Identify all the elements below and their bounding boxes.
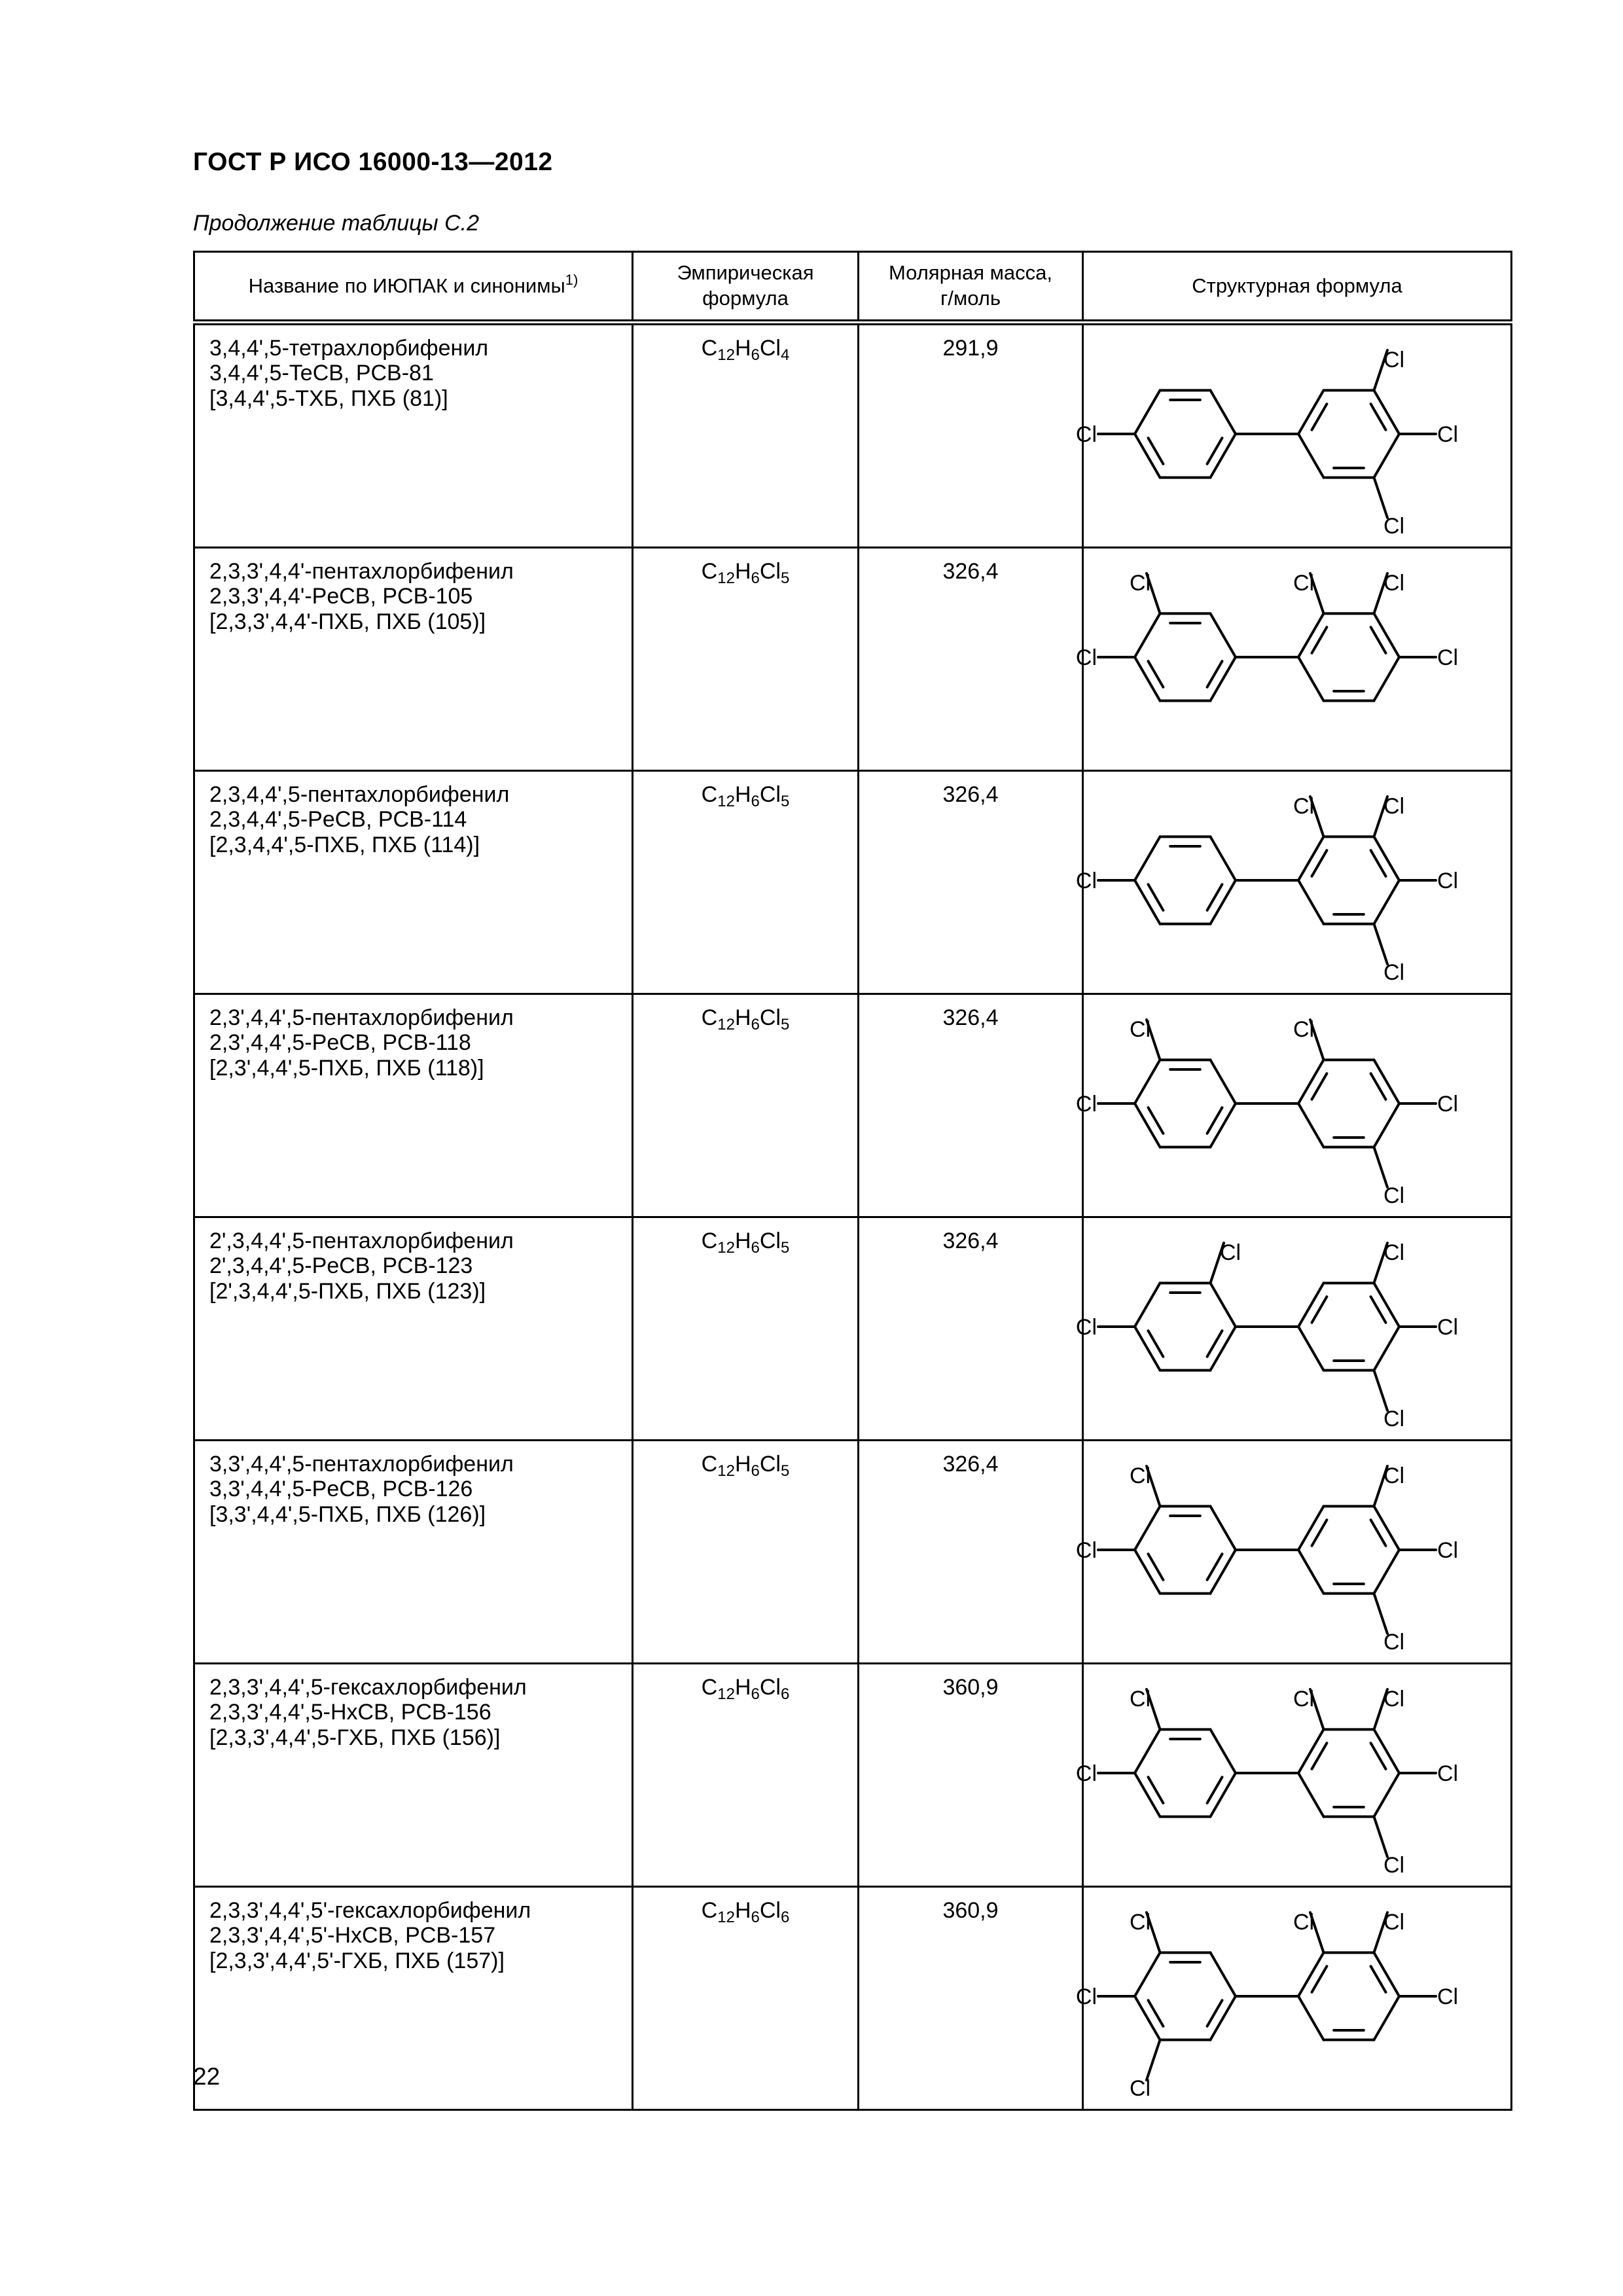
- chlorine-label: Cl: [1075, 645, 1097, 670]
- structure-drawing: [1075, 1441, 1512, 1655]
- chlorine-label: Cl: [1437, 1538, 1459, 1563]
- structure-drawing: [1075, 325, 1512, 539]
- formula-cl: Cl: [759, 559, 781, 584]
- empirical-formula: [633, 1217, 859, 1441]
- left-ring-bond: [1135, 836, 1160, 880]
- formula-h: H: [734, 1452, 751, 1477]
- russian-name: [2,3,4,4',5-ПХБ, ПХБ (114)]: [209, 832, 480, 857]
- formula-c: C: [701, 1898, 718, 1923]
- column-header-structure: Структурная формула: [1083, 252, 1512, 323]
- formula-c: C: [701, 336, 718, 361]
- chlorine-label: Cl: [1293, 571, 1315, 596]
- right-ring-bond: [1374, 390, 1400, 434]
- right-ring-bond: [1374, 1327, 1400, 1371]
- right-ring-bond: [1298, 1952, 1324, 1996]
- formula-h: H: [734, 1229, 751, 1253]
- left-ring-bond: [1135, 1327, 1160, 1371]
- right-ring-bond: [1374, 434, 1400, 478]
- synonym-name: 3,4,4',5-TeCB, PCB-81: [209, 361, 434, 386]
- table-row: [194, 1664, 1512, 1887]
- table-row: [194, 994, 1512, 1217]
- name-cell: [194, 1664, 633, 1887]
- synonym-name: 2,3',4,4',5-PeCB, PCB-118: [209, 1030, 471, 1056]
- russian-name: [2,3',4,4',5-ПХБ, ПХБ (118)]: [209, 1055, 484, 1081]
- right-ring-bond: [1374, 1550, 1400, 1594]
- structure-drawing: [1075, 1664, 1512, 1878]
- chlorine-label: Cl: [1383, 1407, 1405, 1431]
- chlorine-label: Cl: [1219, 1240, 1241, 1265]
- right-ring-bond: [1374, 1729, 1400, 1773]
- chlorine-label: Cl: [1383, 1910, 1405, 1935]
- formula-cl-count: 5: [780, 569, 790, 587]
- synonym-name: 2,3,3',4,4',5'-HxCB, PCB-157: [209, 1923, 496, 1948]
- chlorine-label: Cl: [1383, 1463, 1405, 1488]
- right-ring-bond: [1374, 1506, 1400, 1550]
- chlorine-bond: [1374, 1147, 1388, 1187]
- chlorine-bond: [1147, 2040, 1160, 2080]
- structure-drawing: [1075, 995, 1512, 1208]
- right-ring-bond: [1374, 657, 1400, 701]
- formula-c-count: 12: [717, 1016, 735, 1033]
- formula-c-count: 12: [717, 1239, 735, 1257]
- synonym-name: 2,3,3',4,4'-PeCB, PCB-105: [209, 584, 473, 609]
- table-row: [194, 1217, 1512, 1441]
- iupac-name: 2,3,3',4,4',5'-гексахлорбифенил: [209, 1898, 531, 1923]
- synonym-name: 2',3,4,4',5-PeCB, PCB-123: [209, 1253, 473, 1279]
- right-ring-bond: [1298, 1729, 1324, 1773]
- structure-drawing: [1075, 548, 1512, 759]
- formula-c: C: [701, 782, 718, 807]
- formula-cl-count: 5: [780, 1239, 790, 1257]
- chlorine-bond: [1374, 478, 1388, 518]
- chlorine-label: Cl: [1383, 514, 1405, 539]
- left-ring-bond: [1135, 1952, 1160, 1996]
- right-ring-bond: [1298, 1060, 1324, 1103]
- formula-cl-count: 5: [780, 793, 790, 810]
- structural-formula: [1075, 994, 1512, 1217]
- right-ring-bond: [1298, 657, 1324, 701]
- chlorine-label: Cl: [1129, 1463, 1151, 1488]
- right-ring-bond: [1374, 1996, 1400, 2040]
- chlorine-label: Cl: [1437, 1092, 1459, 1117]
- left-ring-bond: [1211, 1283, 1236, 1327]
- chlorine-label: Cl: [1383, 1183, 1405, 1208]
- formula-h: H: [734, 336, 751, 361]
- chlorine-label: Cl: [1129, 571, 1151, 596]
- formula-c-count: 12: [717, 569, 735, 587]
- table-caption: Продолжение таблицы С.2: [193, 211, 479, 236]
- formula-h-count: 6: [751, 1685, 760, 1703]
- right-ring-bond: [1298, 1327, 1324, 1371]
- table-header-row: [194, 252, 1512, 323]
- left-ring-bond: [1135, 657, 1160, 701]
- left-ring-bond: [1135, 434, 1160, 478]
- right-ring-bond: [1298, 880, 1324, 924]
- right-ring-bond: [1374, 1103, 1400, 1147]
- column-header-mass: [859, 252, 1083, 323]
- formula-h-count: 6: [751, 1016, 760, 1033]
- formula-c: C: [701, 1229, 718, 1253]
- formula-c-count: 12: [717, 346, 735, 364]
- chlorine-bond: [1374, 1817, 1388, 1857]
- empirical-formula: [633, 1441, 859, 1664]
- molar-mass: 360,9: [859, 1664, 1083, 1887]
- chlorine-label: Cl: [1437, 645, 1459, 670]
- table-row: [194, 771, 1512, 994]
- chlorine-label: Cl: [1383, 348, 1405, 372]
- formula-cl: Cl: [759, 782, 781, 807]
- formula-cl: Cl: [759, 1898, 781, 1923]
- left-ring-bond: [1135, 390, 1160, 434]
- synonym-name: 3,3',4,4',5-PeCB, PCB-126: [209, 1477, 473, 1502]
- chlorine-label: Cl: [1293, 1687, 1315, 1712]
- left-ring-bond: [1211, 1103, 1236, 1147]
- chlorine-label: Cl: [1437, 869, 1459, 893]
- chlorine-label: Cl: [1383, 1853, 1405, 1878]
- empirical-formula: [633, 1887, 859, 2110]
- formula-h-count: 6: [751, 569, 760, 587]
- iupac-name: 2',3,4,4',5-пентахлорбифенил: [209, 1229, 514, 1253]
- structural-formula: [1075, 1664, 1512, 1887]
- column-header-mass-line2: г/моль: [940, 287, 1001, 310]
- molar-mass: 326,4: [859, 1441, 1083, 1664]
- structural-formula: [1075, 1887, 1512, 2110]
- left-ring-bond: [1211, 1327, 1236, 1371]
- iupac-name: 3,4,4',5-тетрахлорбифенил: [209, 336, 489, 361]
- chlorine-label: Cl: [1129, 1687, 1151, 1712]
- name-cell: [194, 1441, 633, 1664]
- document-header: ГОСТ Р ИСО 16000-13—2012: [193, 148, 553, 176]
- right-ring-bond: [1298, 1103, 1324, 1147]
- molar-mass: 326,4: [859, 994, 1083, 1217]
- right-ring-bond: [1298, 390, 1324, 434]
- chlorine-label: Cl: [1075, 1984, 1097, 2009]
- formula-h: H: [734, 559, 751, 584]
- iupac-name: 2,3,3',4,4'-пентахлорбифенил: [209, 559, 514, 584]
- chlorine-label: Cl: [1075, 1092, 1097, 1117]
- empirical-formula: [633, 994, 859, 1217]
- formula-h: H: [734, 782, 751, 807]
- right-ring-bond: [1298, 836, 1324, 880]
- empirical-formula: [633, 1664, 859, 1887]
- iupac-name: 2,3,4,4',5-пентахлорбифенил: [209, 782, 510, 807]
- molar-mass: 326,4: [859, 548, 1083, 771]
- right-ring-bond: [1374, 1773, 1400, 1817]
- right-ring-bond: [1298, 1996, 1324, 2040]
- structural-formula: [1075, 1217, 1512, 1441]
- column-header-formula-line1: Эмпирическая: [677, 261, 814, 285]
- left-ring-bond: [1135, 1103, 1160, 1147]
- formula-h-count: 6: [751, 346, 760, 364]
- left-ring-bond: [1211, 434, 1236, 478]
- right-ring-bond: [1298, 1773, 1324, 1817]
- left-ring-bond: [1211, 1996, 1236, 2040]
- chlorine-label: Cl: [1075, 1315, 1097, 1340]
- left-ring-bond: [1211, 390, 1236, 434]
- chlorine-label: Cl: [1129, 1910, 1151, 1935]
- chlorine-bond: [1374, 1371, 1388, 1410]
- russian-name: [2,3,3',4,4',5-ГХБ, ПХБ (156)]: [209, 1725, 501, 1750]
- russian-name: [2,3,3',4,4'-ПХБ, ПХБ (105)]: [209, 609, 486, 634]
- iupac-name: 2,3',4,4',5-пентахлорбифенил: [209, 1005, 514, 1030]
- chlorine-label: Cl: [1293, 794, 1315, 819]
- column-header-name-text: Название по ИЮПАК и синонимы: [248, 274, 565, 297]
- chlorine-label: Cl: [1293, 1910, 1315, 1935]
- chlorine-label: Cl: [1437, 1761, 1459, 1786]
- formula-c-count: 12: [717, 1909, 735, 1926]
- chlorine-label: Cl: [1383, 1630, 1405, 1655]
- russian-name: [2',3,4,4',5-ПХБ, ПХБ (123)]: [209, 1278, 486, 1304]
- left-ring-bond: [1211, 613, 1236, 657]
- name-cell: [194, 548, 633, 771]
- name-cell: [194, 771, 633, 994]
- left-ring-bond: [1135, 1550, 1160, 1594]
- formula-cl: Cl: [759, 336, 781, 361]
- structural-formula: [1075, 323, 1512, 548]
- empirical-formula: [633, 323, 859, 548]
- right-ring-bond: [1374, 1283, 1400, 1327]
- structure-drawing: [1075, 772, 1512, 985]
- left-ring-bond: [1211, 657, 1236, 701]
- structure-drawing: [1075, 1218, 1512, 1431]
- formula-h-count: 6: [751, 793, 760, 810]
- chlorine-label: Cl: [1075, 422, 1097, 447]
- chlorine-label: Cl: [1383, 794, 1405, 819]
- formula-h-count: 6: [751, 1239, 760, 1257]
- table-row: [194, 548, 1512, 771]
- chlorine-bond: [1374, 1594, 1388, 1634]
- chlorine-label: Cl: [1129, 2076, 1151, 2101]
- column-header-formula: [633, 252, 859, 323]
- russian-name: [2,3,3',4,4',5'-ГХБ, ПХБ (157)]: [209, 1948, 505, 1973]
- formula-c-count: 12: [717, 1685, 735, 1703]
- iupac-name: 2,3,3',4,4',5-гексахлорбифенил: [209, 1675, 527, 1700]
- right-ring-bond: [1298, 613, 1324, 657]
- chlorine-label: Cl: [1129, 1017, 1151, 1042]
- right-ring-bond: [1374, 613, 1400, 657]
- chlorine-label: Cl: [1075, 869, 1097, 893]
- table-body: [194, 323, 1512, 2110]
- right-ring-bond: [1298, 1506, 1324, 1550]
- footnote-marker: 1): [565, 271, 579, 288]
- structural-formula: [1075, 548, 1512, 771]
- table-row: [194, 1441, 1512, 1664]
- compound-table: [193, 251, 1512, 2111]
- left-ring-bond: [1211, 836, 1236, 880]
- left-ring-bond: [1211, 880, 1236, 924]
- chlorine-label: Cl: [1075, 1538, 1097, 1563]
- iupac-name: 3,3',4,4',5-пентахлорбифенил: [209, 1452, 514, 1477]
- left-ring-bond: [1211, 1506, 1236, 1550]
- synonym-name: 2,3,3',4,4',5-HxCB, PCB-156: [209, 1700, 491, 1725]
- empirical-formula: [633, 548, 859, 771]
- left-ring-bond: [1135, 1729, 1160, 1773]
- structural-formula: [1075, 1441, 1512, 1664]
- chlorine-label: Cl: [1075, 1761, 1097, 1786]
- chlorine-label: Cl: [1383, 1240, 1405, 1265]
- formula-cl: Cl: [759, 1675, 781, 1700]
- chlorine-label: Cl: [1437, 422, 1459, 447]
- molar-mass: 360,9: [859, 1887, 1083, 2110]
- left-ring-bond: [1211, 1060, 1236, 1103]
- left-ring-bond: [1211, 1550, 1236, 1594]
- formula-cl: Cl: [759, 1452, 781, 1477]
- page-number: 22: [193, 2063, 221, 2090]
- name-cell: [194, 1887, 633, 2110]
- formula-c: C: [701, 559, 718, 584]
- molar-mass: 326,4: [859, 1217, 1083, 1441]
- formula-h: H: [734, 1675, 751, 1700]
- formula-h-count: 6: [751, 1909, 760, 1926]
- chlorine-label: Cl: [1437, 1315, 1459, 1340]
- chlorine-label: Cl: [1293, 1017, 1315, 1042]
- formula-cl-count: 5: [780, 1462, 790, 1480]
- formula-h-count: 6: [751, 1462, 760, 1480]
- formula-c-count: 12: [717, 1462, 735, 1480]
- molar-mass: 291,9: [859, 323, 1083, 548]
- left-ring-bond: [1135, 1506, 1160, 1550]
- formula-cl-count: 6: [780, 1909, 790, 1926]
- column-header-formula-line2: формула: [702, 287, 789, 310]
- chlorine-bond: [1374, 924, 1388, 964]
- column-header-mass-line1: Молярная масса,: [888, 261, 1052, 285]
- formula-cl: Cl: [759, 1005, 781, 1030]
- chlorine-label: Cl: [1383, 1687, 1405, 1712]
- name-cell: [194, 1217, 633, 1441]
- empirical-formula: [633, 771, 859, 994]
- right-ring-bond: [1298, 1283, 1324, 1327]
- right-ring-bond: [1374, 836, 1400, 880]
- table-row: [194, 323, 1512, 548]
- left-ring-bond: [1135, 1996, 1160, 2040]
- left-ring-bond: [1135, 1773, 1160, 1817]
- right-ring-bond: [1298, 434, 1324, 478]
- structural-formula: [1075, 771, 1512, 994]
- molar-mass: 326,4: [859, 771, 1083, 994]
- structure-drawing: [1075, 1888, 1512, 2101]
- formula-c: C: [701, 1452, 718, 1477]
- formula-h: H: [734, 1005, 751, 1030]
- column-header-name: [194, 252, 633, 323]
- left-ring-bond: [1135, 1283, 1160, 1327]
- chlorine-label: Cl: [1383, 960, 1405, 985]
- right-ring-bond: [1298, 1550, 1324, 1594]
- formula-cl-count: 5: [780, 1016, 790, 1033]
- name-cell: [194, 323, 633, 548]
- table-row: [194, 1887, 1512, 2110]
- name-cell: [194, 994, 633, 1217]
- left-ring-bond: [1211, 1729, 1236, 1773]
- right-ring-bond: [1374, 1952, 1400, 1996]
- left-ring-bond: [1211, 1773, 1236, 1817]
- right-ring-bond: [1374, 1060, 1400, 1103]
- formula-c-count: 12: [717, 793, 735, 810]
- synonym-name: 2,3,4,4',5-PeCB, PCB-114: [209, 807, 467, 833]
- left-ring-bond: [1135, 1060, 1160, 1103]
- left-ring-bond: [1135, 613, 1160, 657]
- russian-name: [3,3',4,4',5-ПХБ, ПХБ (126)]: [209, 1501, 486, 1527]
- formula-cl: Cl: [759, 1229, 781, 1253]
- left-ring-bond: [1211, 1952, 1236, 1996]
- russian-name: [3,4,4',5-ТХБ, ПХБ (81)]: [209, 386, 448, 411]
- chlorine-label: Cl: [1383, 571, 1405, 596]
- formula-cl-count: 6: [780, 1685, 790, 1703]
- chlorine-label: Cl: [1437, 1984, 1459, 2009]
- formula-c: C: [701, 1675, 718, 1700]
- left-ring-bond: [1135, 880, 1160, 924]
- right-ring-bond: [1374, 880, 1400, 924]
- formula-cl-count: 4: [780, 346, 790, 364]
- formula-h: H: [734, 1898, 751, 1923]
- formula-c: C: [701, 1005, 718, 1030]
